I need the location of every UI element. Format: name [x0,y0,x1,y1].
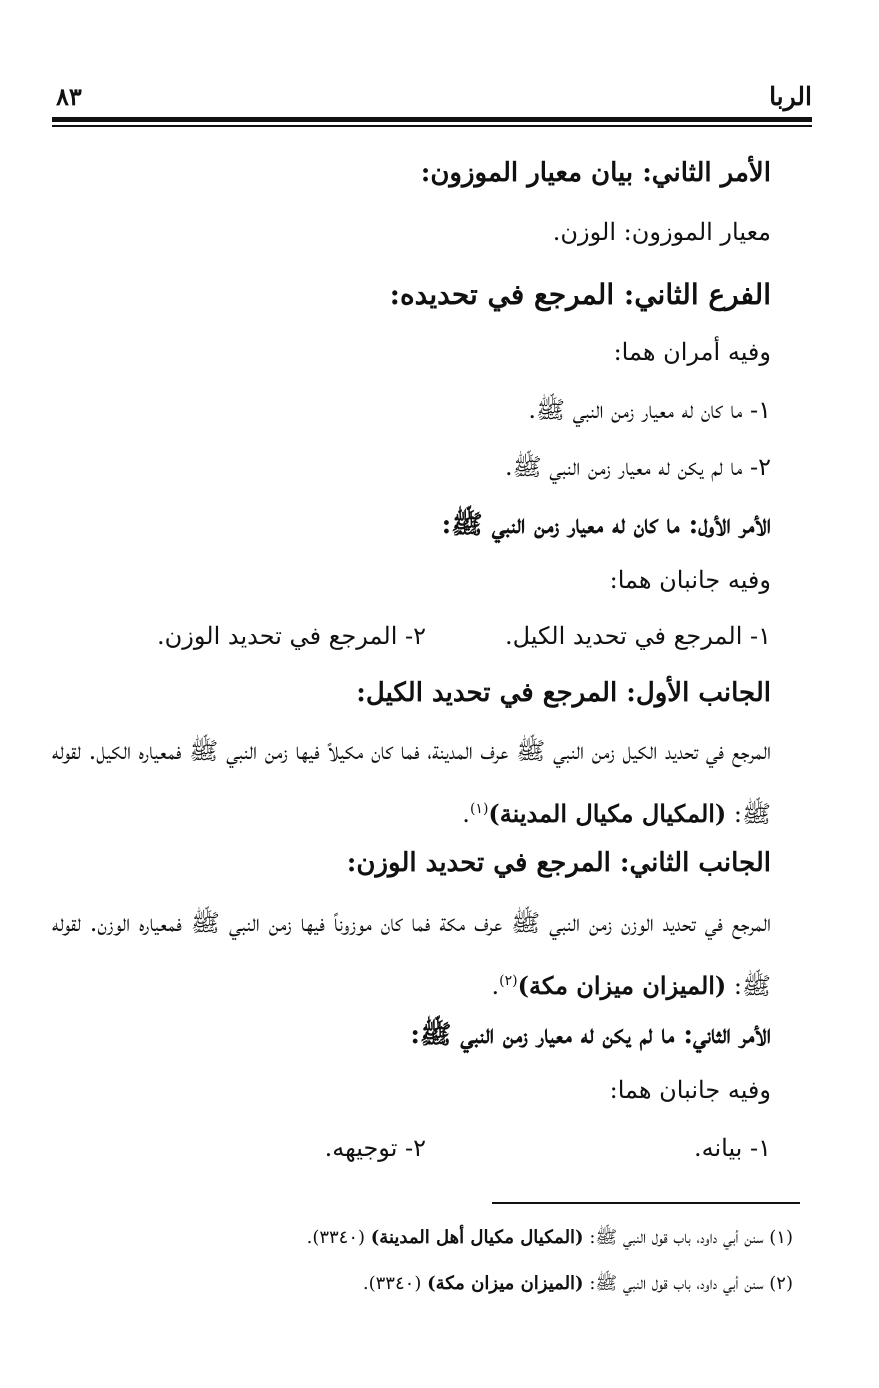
footnote-rule [492,1202,800,1204]
header-rule-thin [52,125,812,127]
list-item-2: ٢- ما لم يكن له معيار زمن النبي ﷺ. [505,453,771,481]
footnote-1-title: (المكيال مكيال أهل المدينة) [370,1227,584,1248]
paragraph-fihi-janiban-2: وفيه جانبان هما: [609,1076,771,1104]
footnote-2 [363,1272,793,1298]
footnote-1-prefix: (١) سنن أبي داود، باب قول النبي ﷺ: [589,1227,793,1248]
paragraph-wazn-end: . [491,972,500,1000]
column-item-kayl: ١- المرجع في تحديد الكيل. [504,622,771,650]
footnote-2-number: (٣٣٤٠). [362,1273,422,1294]
paragraph-fihi-amran: وفيه أمران هما: [613,338,771,366]
paragraph-miyar-mawzun: معيار الموزون: الوزن. [552,218,771,246]
heading-janib1: الجانب الأول: المرجع في تحديد الكيل: [356,678,771,708]
footnote-2-prefix: (٢) سنن أبي داود، باب قول النبي ﷺ: [589,1273,793,1294]
paragraph-wazn [52,894,771,1015]
paragraph-kayl-end: . [462,800,470,828]
heading-amr2-wazn: الأمر الثاني: بيان معيار الموزون: [420,158,771,188]
column-item-tawjihuh: ٢- توجيهه. [324,1134,426,1162]
heading-far2: الفرع الثاني: المرجع في تحديده: [389,278,771,311]
paragraph-kayl [52,722,771,843]
heading-amr2: الأمر الثاني: ما لم يكن له معيار زمن النبي ﷺ: [410,1020,771,1050]
paragraph-kayl-text: المرجع في تحديد الكيل زمن النبي ﷺ عرف المدينة، فما كان مكيلاً فيها زمن النبي ﷺ فمعياره الكيل. لقوله ﷺ: [52,737,771,828]
heading-janib2: الجانب الثاني: المرجع في تحديد الوزن: [346,848,771,878]
footnote-1-number: (٣٣٤٠). [306,1227,366,1248]
quote-mikyal: (المكيال مكيال المدينة) [488,799,727,828]
list-item-1: ١- ما كان له معيار زمن النبي ﷺ. [528,396,771,424]
paragraph-wazn-text: المرجع في تحديد الوزن زمن النبي ﷺ عرف مكة فما كان موزوناً فيها زمن النبي ﷺ فمعياره الوزن. لقوله ﷺ: [52,909,772,1000]
chapter-title: الربا [769,82,812,111]
paragraph-fihi-janiban-1: وفيه جانبان هما: [609,566,771,594]
footnote-2-title: (الميزان ميزان مكة) [427,1273,584,1294]
page-number: ٨٣ [56,82,82,111]
column-item-bayanuh: ١- بيانه. [693,1134,771,1162]
footnote-ref-1: (١) [469,801,489,817]
header-rule-thick [52,117,812,122]
quote-mizan: (الميزان ميزان مكة) [517,971,727,1000]
footnote-ref-2: (٢) [499,973,518,989]
footnote-1 [307,1226,793,1252]
column-item-wazn: ٢- المرجع في تحديد الوزن. [157,622,426,650]
running-header [52,82,812,118]
heading-amr1: الأمر الأول: ما كان له معيار زمن النبي ﷺ: [441,510,771,540]
